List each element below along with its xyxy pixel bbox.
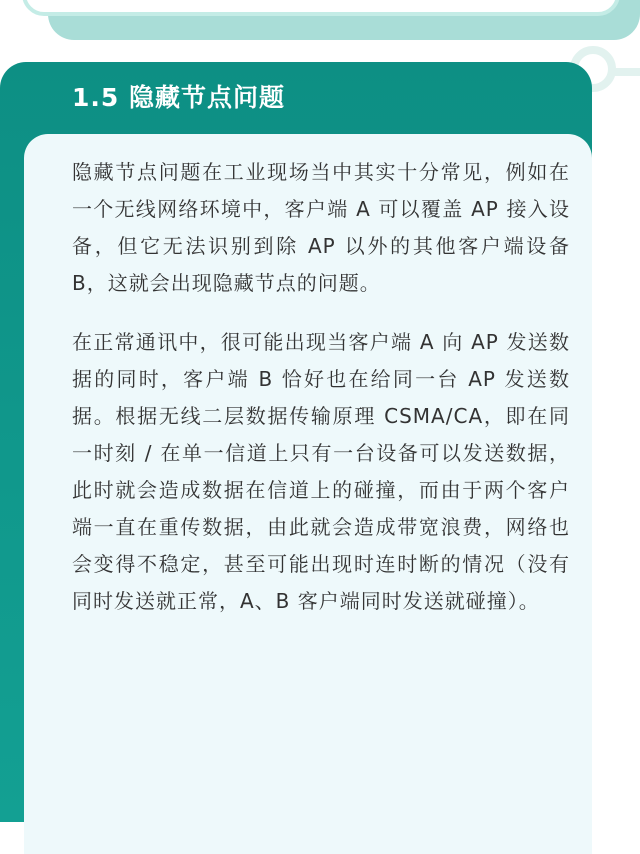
- previous-card-bottom: [22, 0, 620, 16]
- section-content: [24, 134, 592, 854]
- section-card: [0, 62, 592, 822]
- paragraph-hidden-node-intro: 隐藏节点问题在工业现场当中其实十分常见，例如在一个无线网络环境中，客户端 A 可以覆盖 AP 接入设备，但它无法识别到除 AP 以外的其他客户端设备 B，这就会出现隐藏节点的问题。: [72, 160, 570, 295]
- decorative-line: [610, 68, 640, 76]
- section-title: 1.5 隐藏节点问题: [72, 83, 285, 112]
- paragraph-collision-explanation: 在正常通讯中，很可能出现当客户端 A 向 AP 发送数据的同时，客户端 B 恰好也在给同一台 AP 发送数据。根据无线二层数据传输原理 CSMA/CA，即在同一时刻 / 在单一信道上只有一台设备可以发送数据，此时就会造成数据在信道上的碰撞，而由于两个客户端一直在重传数据，由此就会造成带宽浪费，网络也会变得不稳定，甚至可能出现时连时断的情况（没有同时发送就正常，A、B 客户端同时发送就碰撞）。: [72, 330, 570, 613]
